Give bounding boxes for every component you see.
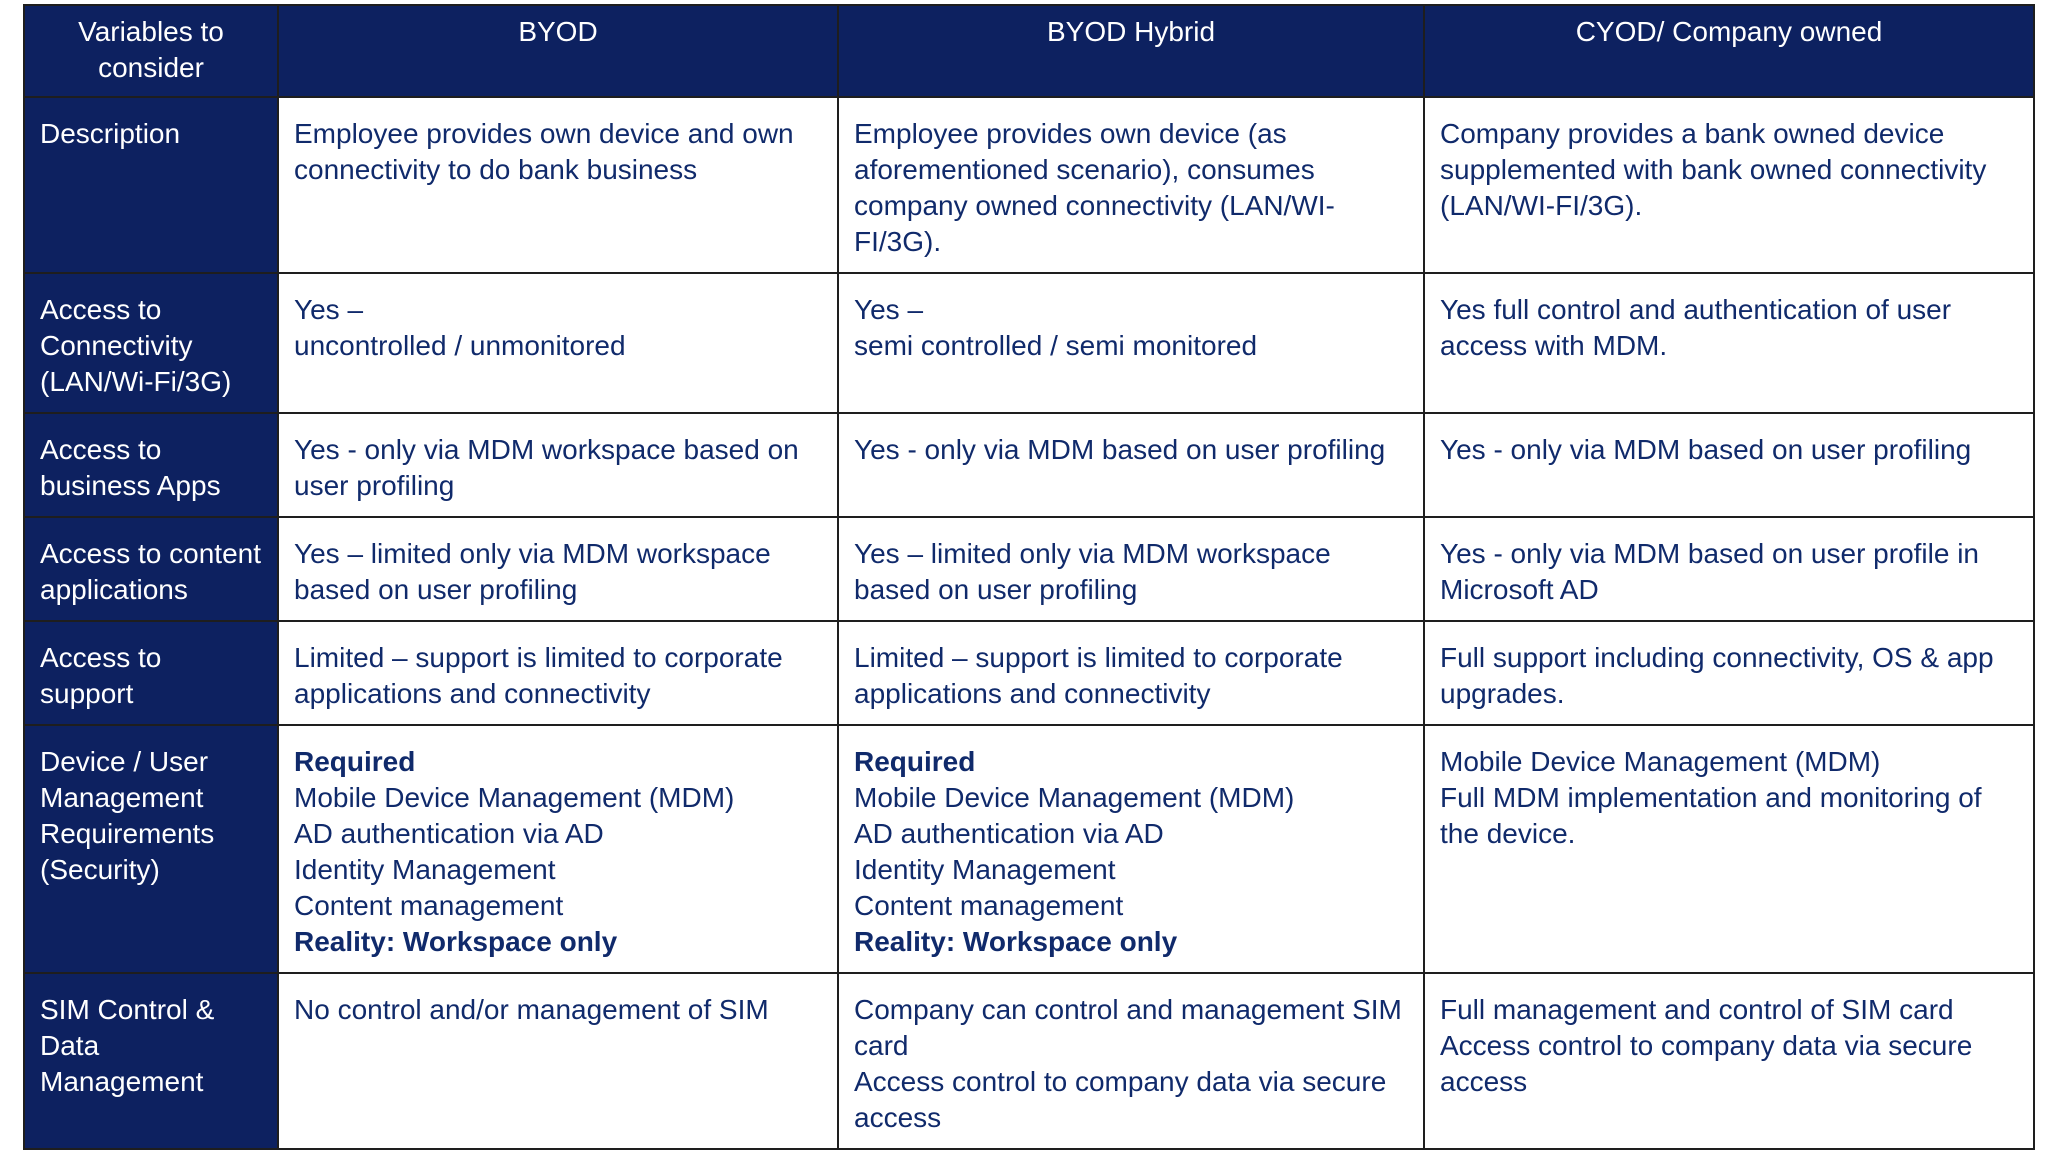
comparison-table bbox=[23, 4, 2035, 1150]
cell-text: Access control to company data via secure access bbox=[1440, 1030, 1973, 1097]
table-row bbox=[24, 973, 2034, 1149]
cell-text: AD authentication via AD bbox=[294, 818, 604, 849]
cell-byod-hybrid bbox=[838, 973, 1424, 1149]
table-row bbox=[24, 273, 2034, 413]
table-row bbox=[24, 97, 2034, 273]
cell-text: Yes – limited only via MDM workspace based on user profiling bbox=[294, 538, 771, 605]
cell-text: Yes full control and authentication of user access with MDM. bbox=[1440, 294, 1952, 361]
cell-text: Yes – bbox=[854, 294, 924, 325]
cell-byod bbox=[278, 413, 838, 517]
cell-text: semi controlled / semi monitored bbox=[854, 330, 1258, 361]
cell-text: Yes - only via MDM based on user profile in Microsoft AD bbox=[1440, 538, 1979, 605]
cell-byod-hybrid bbox=[838, 273, 1424, 413]
cell-text: uncontrolled / unmonitored bbox=[294, 330, 626, 361]
cell-byod-hybrid bbox=[838, 621, 1424, 725]
cell-text: Employee provides own device (as aforementioned scenario), consumes company owned connectivity (LAN/WI-FI/3G). bbox=[854, 118, 1335, 257]
cell-text: No control and/or management of SIM bbox=[294, 994, 769, 1025]
cell-byod-hybrid bbox=[838, 413, 1424, 517]
header-row bbox=[24, 5, 2034, 97]
cell-text: Limited – support is limited to corporate applications and connectivity bbox=[294, 642, 783, 709]
table-row bbox=[24, 725, 2034, 973]
cell-byod-hybrid bbox=[838, 517, 1424, 621]
cell-byod-hybrid bbox=[838, 97, 1424, 273]
row-label-description: Description bbox=[24, 97, 278, 273]
header-variables: Variables to consider bbox=[24, 5, 278, 97]
table-body bbox=[24, 97, 2034, 1149]
cell-byod bbox=[278, 273, 838, 413]
cell-byod bbox=[278, 97, 838, 273]
row-label-sim-control: SIM Control & Data Management bbox=[24, 973, 278, 1149]
cell-text: Full management and control of SIM card bbox=[1440, 994, 1954, 1025]
cell-text: Employee provides own device and own connectivity to do bank business bbox=[294, 118, 794, 185]
cell-text: Yes - only via MDM based on user profiling bbox=[854, 434, 1386, 465]
cell-byod-hybrid bbox=[838, 725, 1424, 973]
cell-text: Full MDM implementation and monitoring of the device. bbox=[1440, 782, 1982, 849]
cell-text: Yes – limited only via MDM workspace based on user profiling bbox=[854, 538, 1331, 605]
reality-note: Reality: Workspace only bbox=[294, 926, 618, 957]
cell-text: Content management bbox=[854, 890, 1124, 921]
row-label-business-apps: Access to business Apps bbox=[24, 413, 278, 517]
cell-byod bbox=[278, 973, 838, 1149]
cell-text: Identity Management bbox=[294, 854, 556, 885]
cell-text: Access control to company data via secure access bbox=[854, 1066, 1387, 1133]
row-label-connectivity: Access to Connectivity (LAN/Wi-Fi/3G) bbox=[24, 273, 278, 413]
cell-byod bbox=[278, 621, 838, 725]
reality-note: Reality: Workspace only bbox=[854, 926, 1178, 957]
cell-text: Mobile Device Management (MDM) bbox=[294, 782, 735, 813]
cell-text: Full support including connectivity, OS & app upgrades. bbox=[1440, 642, 1994, 709]
cell-cyod bbox=[1424, 973, 2034, 1149]
cell-cyod bbox=[1424, 725, 2034, 973]
cell-cyod bbox=[1424, 97, 2034, 273]
cell-cyod bbox=[1424, 273, 2034, 413]
header-byod-hybrid: BYOD Hybrid bbox=[838, 5, 1424, 97]
row-label-content-apps: Access to content applications bbox=[24, 517, 278, 621]
cell-text: Limited – support is limited to corporate applications and connectivity bbox=[854, 642, 1343, 709]
table-row bbox=[24, 517, 2034, 621]
row-label-device-management: Device / User Management Requirements (Security) bbox=[24, 725, 278, 973]
header-byod: BYOD bbox=[278, 5, 838, 97]
cell-text: Mobile Device Management (MDM) bbox=[854, 782, 1295, 813]
required-label: Required bbox=[854, 746, 976, 777]
cell-text: Company provides a bank owned device supplemented with bank owned connectivity (LAN/WI-FI/3G). bbox=[1440, 118, 1987, 221]
required-label: Required bbox=[294, 746, 416, 777]
row-label-support: Access to support bbox=[24, 621, 278, 725]
cell-cyod bbox=[1424, 413, 2034, 517]
cell-text: Identity Management bbox=[854, 854, 1116, 885]
cell-text: Company can control and management SIM card bbox=[854, 994, 1402, 1061]
cell-cyod bbox=[1424, 621, 2034, 725]
table-header bbox=[24, 5, 2034, 97]
cell-text: Yes - only via MDM based on user profiling bbox=[1440, 434, 1972, 465]
cell-byod bbox=[278, 517, 838, 621]
cell-text: AD authentication via AD bbox=[854, 818, 1164, 849]
cell-cyod bbox=[1424, 517, 2034, 621]
cell-text: Yes – bbox=[294, 294, 364, 325]
header-cyod: CYOD/ Company owned bbox=[1424, 5, 2034, 97]
table-row bbox=[24, 621, 2034, 725]
table-row bbox=[24, 413, 2034, 517]
cell-byod bbox=[278, 725, 838, 973]
cell-text: Content management bbox=[294, 890, 564, 921]
cell-text: Mobile Device Management (MDM) bbox=[1440, 746, 1881, 777]
cell-text: Yes - only via MDM workspace based on user profiling bbox=[294, 434, 799, 501]
